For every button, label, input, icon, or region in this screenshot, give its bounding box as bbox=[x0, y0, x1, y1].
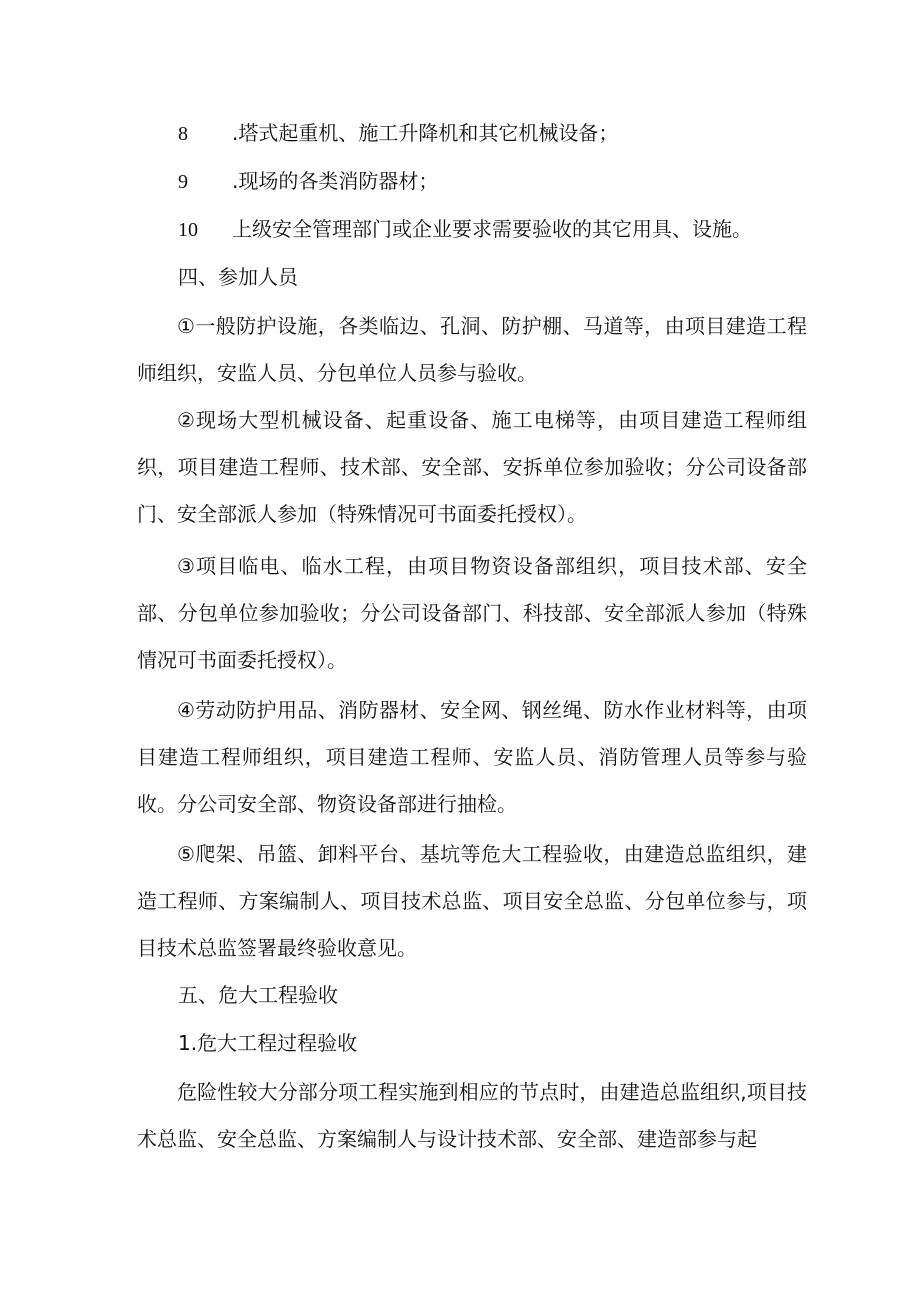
participant-item-3: ③项目临电、临水工程，由项目物资设备部组织，项目技术部、安全部、分包单位参加验收；分公司设备部门、科技部、安全部派人参加（特殊情况可书面委托授权）。 bbox=[137, 554, 807, 672]
item-text: .塔式起重机、施工升降机和其它机械设备； bbox=[232, 121, 619, 145]
participant-item-2: ②现场大型机械设备、起重设备、施工电梯等，由项目建造工程师组织，项目建造工程师、技术部、安全部、安拆单位参加验收；分公司设备部门、安全部派人参加（特殊情况可书面委托授权）。 bbox=[137, 408, 807, 526]
participant-item-1: ①一般防护设施，各类临边、孔洞、防护棚、马道等，由项目建造工程师组织，安监人员、分包单位人员参与验收。 bbox=[137, 314, 807, 385]
section5-paragraph: 危险性较大分部分项工程实施到相应的节点时，由建造总监组织,项目技术总监、安全总监、方案编制人与设计技术部、安全部、建造部参与起 bbox=[137, 1080, 807, 1151]
item-text: .现场的各类消防器材； bbox=[232, 169, 439, 193]
item-number: 8 bbox=[178, 123, 188, 145]
section-heading-5: 五、危大工程验收 bbox=[178, 983, 338, 1007]
participant-item-4: ④劳动防护用品、消防器材、安全网、钢丝绳、防水作业材料等，由项目建造工程师组织，项目建造工程师、安监人员、消防管理人员等参与验收。分公司安全部、物资设备部进行抽检。 bbox=[137, 698, 807, 816]
numbered-item-10 bbox=[178, 214, 752, 244]
participant-item-5: ⑤爬架、吊篮、卸料平台、基坑等危大工程验收，由建造总监组织，建造工程师、方案编制人、项目技术总监、项目安全总监、分包单位参与，项目技术总监签署最终验收意见。 bbox=[137, 842, 807, 960]
sub-heading-5-1: 1.危大工程过程验收 bbox=[178, 1031, 358, 1055]
item-number: 10 bbox=[178, 219, 198, 241]
item-text: 上级安全管理部门或企业要求需要验收的其它用具、设施。 bbox=[232, 217, 752, 241]
numbered-item-8 bbox=[178, 118, 618, 148]
numbered-item-9 bbox=[178, 166, 438, 196]
section-heading-4: 四、参加人员 bbox=[178, 265, 298, 289]
item-number: 9 bbox=[178, 171, 188, 193]
